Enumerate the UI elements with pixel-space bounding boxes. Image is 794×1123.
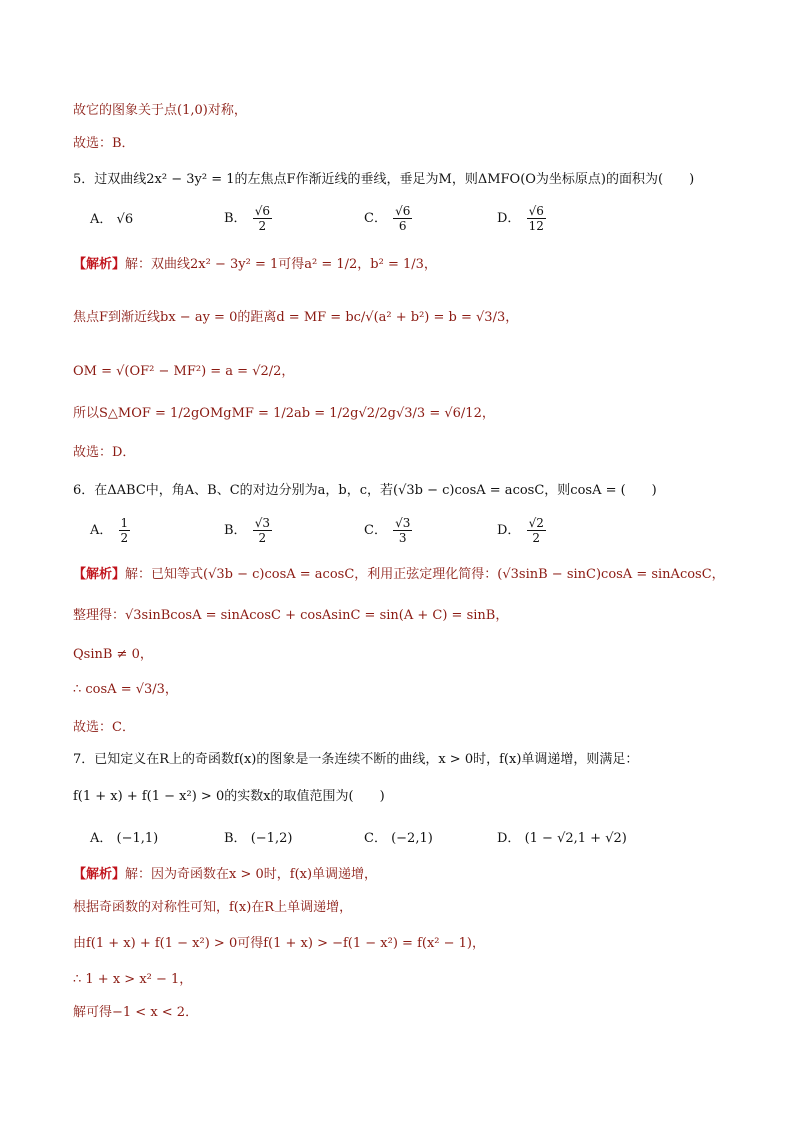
- q5-stem: 5．过双曲线2x² − 3y² = 1的左焦点F作渐近线的垂线，垂足为M，则ΔMFO(O为坐标原点)的面积为( ): [73, 172, 695, 187]
- q7-solution-5: 解可得−1 < x < 2．: [73, 1005, 199, 1020]
- q5-option-c: C． $\frac{√6}{6}$: [364, 204, 411, 233]
- p1-line1: 故它的图象关于点(1,0)对称，: [73, 103, 247, 118]
- q6-option-b: B． $\frac{√3}{2}$: [224, 516, 270, 545]
- q7-option-b: B． (−1,2): [224, 831, 293, 846]
- q5-answer: 故选：D．: [73, 445, 136, 460]
- q6-solution-3: QsinB ≠ 0，: [73, 647, 153, 662]
- q5-option-a: A． √6: [90, 212, 134, 227]
- q7-solution-3: 由f(1 + x) + f(1 − x²) > 0可得f(1 + x) > −f(1 − x²) = f(x² − 1)，: [73, 936, 486, 951]
- q6-option-d: D． $\frac{√2}{2}$: [497, 516, 544, 545]
- q7-option-a: A． (−1,1): [90, 831, 159, 846]
- q7-solution-1: 【解析】解：因为奇函数在x > 0时，f(x)单调递增，: [73, 867, 378, 882]
- p1-answer: 故选：B．: [73, 136, 135, 151]
- q7-option-c: C． (−2,1): [364, 831, 433, 846]
- q5-solution-2: 焦点F到渐近线bx − ay = 0的距离d = MF = bc/√(a² + b²) = b = √3/3，: [73, 310, 519, 325]
- q5-option-d: D． $\frac{√6}{12}$: [497, 204, 544, 233]
- q5-solution-1: 【解析】解：双曲线2x² − 3y² = 1可得a² = 1/2，b² = 1/3，: [73, 257, 437, 272]
- q6-solution-1: 【解析】解：已知等式(√3b − c)cosA = acosC，利用正弦定理化简得：(√3sinB − sinC)cosA = sinAcosC，: [73, 567, 725, 582]
- q5-solution-4: 所以S△MOF = 1/2gOMgMF = 1/2ab = 1/2g√2/2g√3/3 = √6/12，: [73, 406, 495, 421]
- q6-solution-2: 整理得：√3sinBcosA = sinAcosC + cosAsinC = sin(A + C) = sinB，: [73, 608, 509, 623]
- q7-stem-2: f(1 + x) + f(1 − x²) > 0的实数x的取值范围为( ): [73, 789, 385, 804]
- q5-solution-3: OM = √(OF² − MF²) = a = √2/2，: [73, 364, 295, 379]
- q7-option-d: D． (1 − √2,1 + √2): [497, 831, 627, 846]
- q6-option-c: C． $\frac{√3}{3}$: [364, 516, 411, 545]
- q6-solution-4: ∴ cosA = √3/3，: [73, 682, 178, 697]
- q7-solution-2: 根据奇函数的对称性可知，f(x)在R上单调递增，: [73, 900, 353, 915]
- q5-option-b: B． $\frac{√6}{2}$: [224, 204, 270, 233]
- q6-option-a: A． $\frac{1}{2}$: [90, 516, 129, 545]
- q7-stem-1: 7．已知定义在R上的奇函数f(x)的图象是一条连续不断的曲线，x > 0时，f(x)单调递增，则满足：: [73, 752, 639, 767]
- q6-stem: 6．在ΔABC中，角A、B、C的对边分别为a，b，c，若(√3b − c)cosA = acosC，则cosA = ( ): [73, 483, 657, 498]
- q6-answer: 故选：C．: [73, 720, 135, 735]
- q7-solution-4: ∴ 1 + x > x² − 1，: [73, 972, 193, 987]
